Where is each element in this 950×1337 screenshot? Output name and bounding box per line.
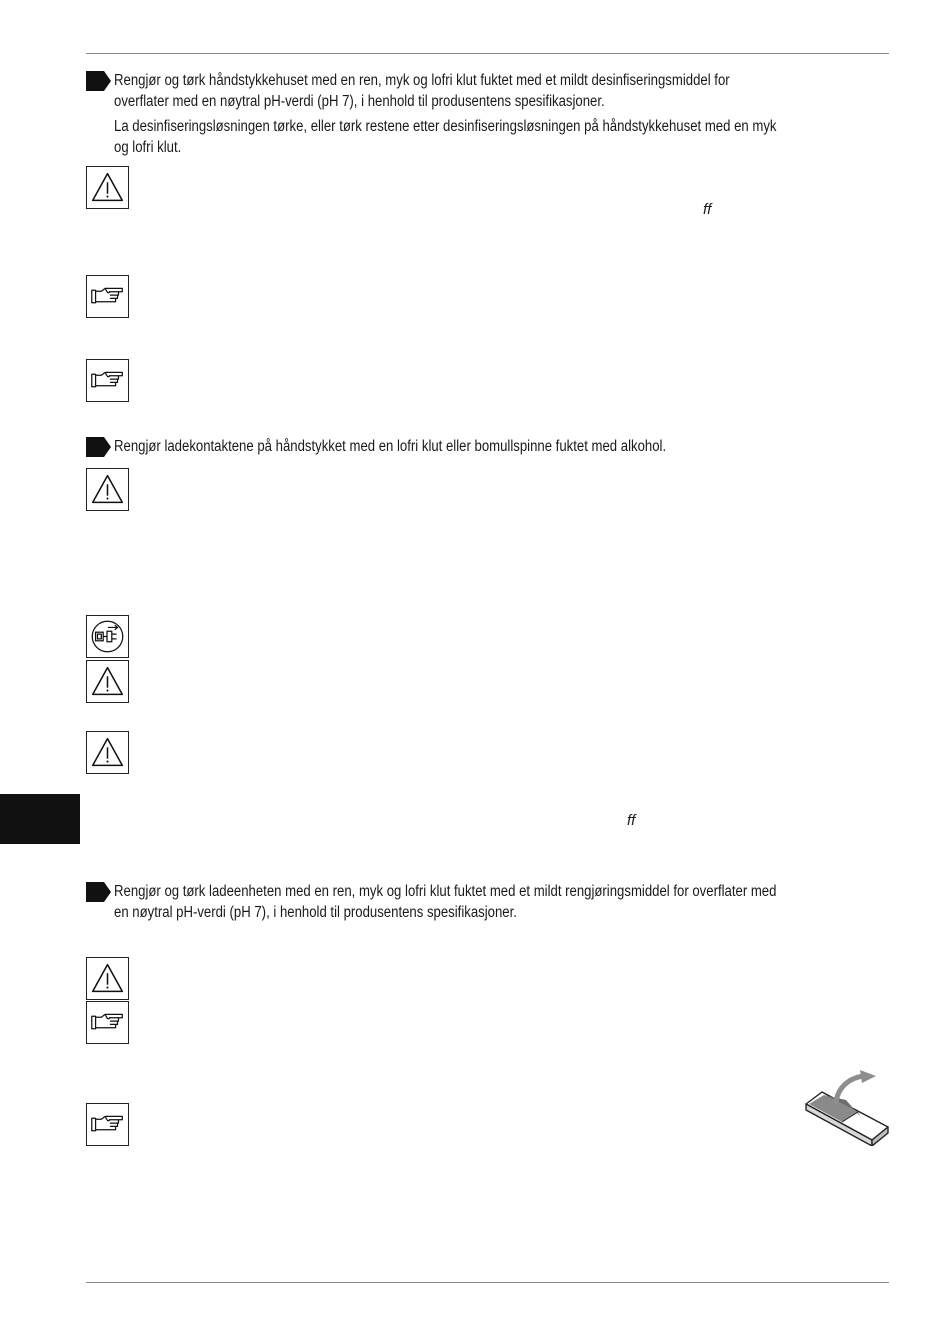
ligature-fragment: ff	[703, 201, 712, 218]
header-rule	[86, 53, 889, 54]
note-hand-icon	[86, 1103, 129, 1146]
charger-lid-open-icon	[800, 1070, 892, 1146]
warning-icon	[86, 468, 129, 511]
note-hand-icon	[86, 359, 129, 402]
warning-icon	[86, 731, 129, 774]
warning-icon	[86, 660, 129, 703]
step-2-line-1: Rengjør ladekontaktene på håndstykket med en lofri klut eller bomullspinne fuktet med alkohol.	[114, 438, 667, 455]
ligature-fragment: ff	[627, 812, 636, 829]
step-arrow-icon	[86, 882, 112, 902]
chapter-tab	[0, 794, 80, 844]
warning-icon	[86, 957, 129, 1000]
footer-rule	[86, 1282, 889, 1283]
warning-icon	[86, 166, 129, 209]
step-1-line-2: overflater med en nøytral pH-verdi (pH 7), i henhold til produsentens spesifikasjoner.	[114, 93, 605, 110]
step-arrow-icon	[86, 437, 112, 457]
step-3-line-2: en nøytral pH-verdi (pH 7), i henhold til produsentens spesifikasjoner.	[114, 904, 517, 921]
note-hand-icon	[86, 275, 129, 318]
note-hand-icon	[86, 1001, 129, 1044]
step-1-line-1: Rengjør og tørk håndstykkehuset med en ren, myk og lofri klut fuktet med et mildt desinfiseringsmiddel for	[114, 72, 730, 89]
step-arrow-icon	[86, 71, 112, 91]
step-3-line-1: Rengjør og tørk ladeenheten med en ren, myk og lofri klut fuktet med et mildt rengjøringsmiddel for overflater med	[114, 883, 777, 900]
step-1-line-3: La desinfiseringsløsningen tørke, eller tørk restene etter desinfiseringsløsningen på håndstykkehuset med en myk	[114, 118, 777, 135]
unplug-icon	[86, 615, 129, 658]
step-1-line-4: og lofri klut.	[114, 139, 182, 156]
